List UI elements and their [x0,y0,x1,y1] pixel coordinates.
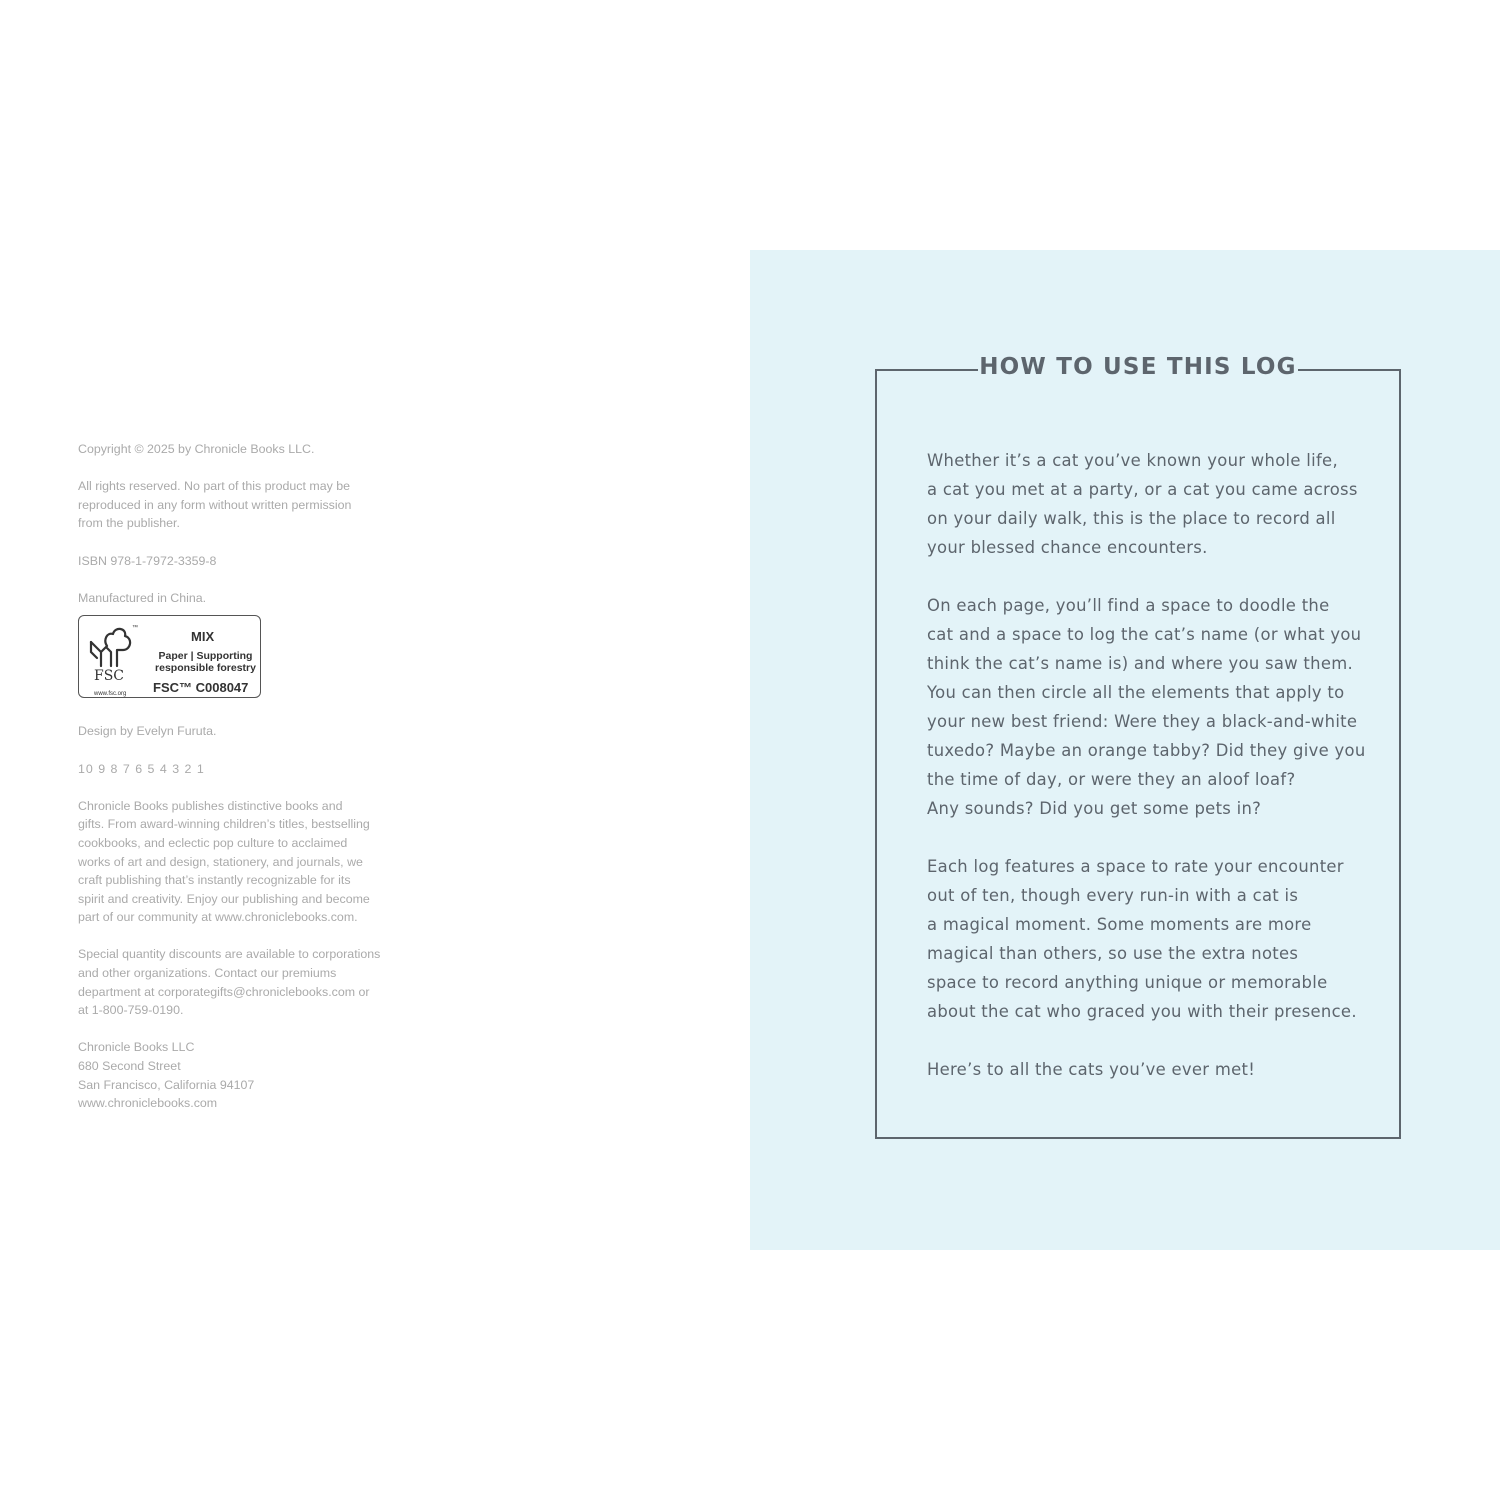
log-body [927,446,1372,1113]
fsc-url: www.fsc.org [94,691,127,698]
quantity-discounts: Special quantity discounts are available to corporations and other organizations. Contact our premiums department at corporategifts@chroniclebooks.com or at 1-800-759-0190. [78,947,381,1018]
log-paragraph-2: On each page, you’ll find a space to doodle the cat and a space to log the cat’s name (or what you think the cat’s name is) and where you saw them. You can then circle all the elements that apply to your new best friend: Were they a black-and-white tuxedo? Maybe an orange tabby? Did they give you the time of day, or were they an aloof loaf? Any sounds? Did you get some pets in? [927,596,1366,818]
log-paragraph-4: Here’s to all the cats you’ve ever met! [927,1060,1256,1079]
log-paragraph-1: Whether it’s a cat you’ve known your whole life, a cat you met at a party, or a cat you came across on your daily walk, this is the place to record all your blessed chance encounters. [927,451,1358,557]
fsc-certification-logo [78,615,261,698]
copyright-page [78,440,428,1131]
manufactured-in: Manufactured in China. [78,590,207,605]
rights-notice: All rights reserved. No part of this product may be reproduced in any form without written permission from the publisher. [78,479,352,531]
printing-line: 10 9 8 7 6 5 4 3 2 1 [78,761,205,776]
frame-top-right-rule [1298,369,1401,371]
fsc-tree-icon [87,622,135,670]
log-title: HOW TO USE THIS LOG [979,354,1297,380]
fsc-wordmark: FSC [94,668,125,685]
publisher-about: Chronicle Books publishes distinctive books and gifts. From award-winning children’s titles, bestselling cookbooks, and eclectic pop culture to acclaimed works of art and design, stationery, and journals, we craft publishing that’s instantly recognizable for its spirit and creativity. Enjoy our publishing and become part of our community at www.chroniclebooks.com. [78,798,370,925]
publisher-address: Chronicle Books LLC 680 Second Street San Francisco, California 94107 www.chroniclebooks.com [78,1040,255,1111]
frame-top-left-rule [875,369,978,371]
copyright-line: Copyright © 2025 by Chronicle Books LLC. [78,442,315,456]
fsc-mix-label: MIX [191,629,215,645]
trademark-mark: ™ [132,625,138,632]
isbn: ISBN 978-1-7972-3359-8 [78,553,217,568]
how-to-use-panel [750,250,1500,1250]
design-credit: Design by Evelyn Furuta. [78,724,217,739]
fsc-paper-label: Paper | Supporting responsible forestry [155,650,256,675]
log-paragraph-3: Each log features a space to rate your encounter out of ten, though every run-in with a cat is a magical moment. Some moments are more magical than others, so use the extra notes space to record anything unique or memorable about the cat who graced you with their presence. [927,857,1357,1021]
fsc-license-code: FSC™ C008047 [153,680,249,696]
